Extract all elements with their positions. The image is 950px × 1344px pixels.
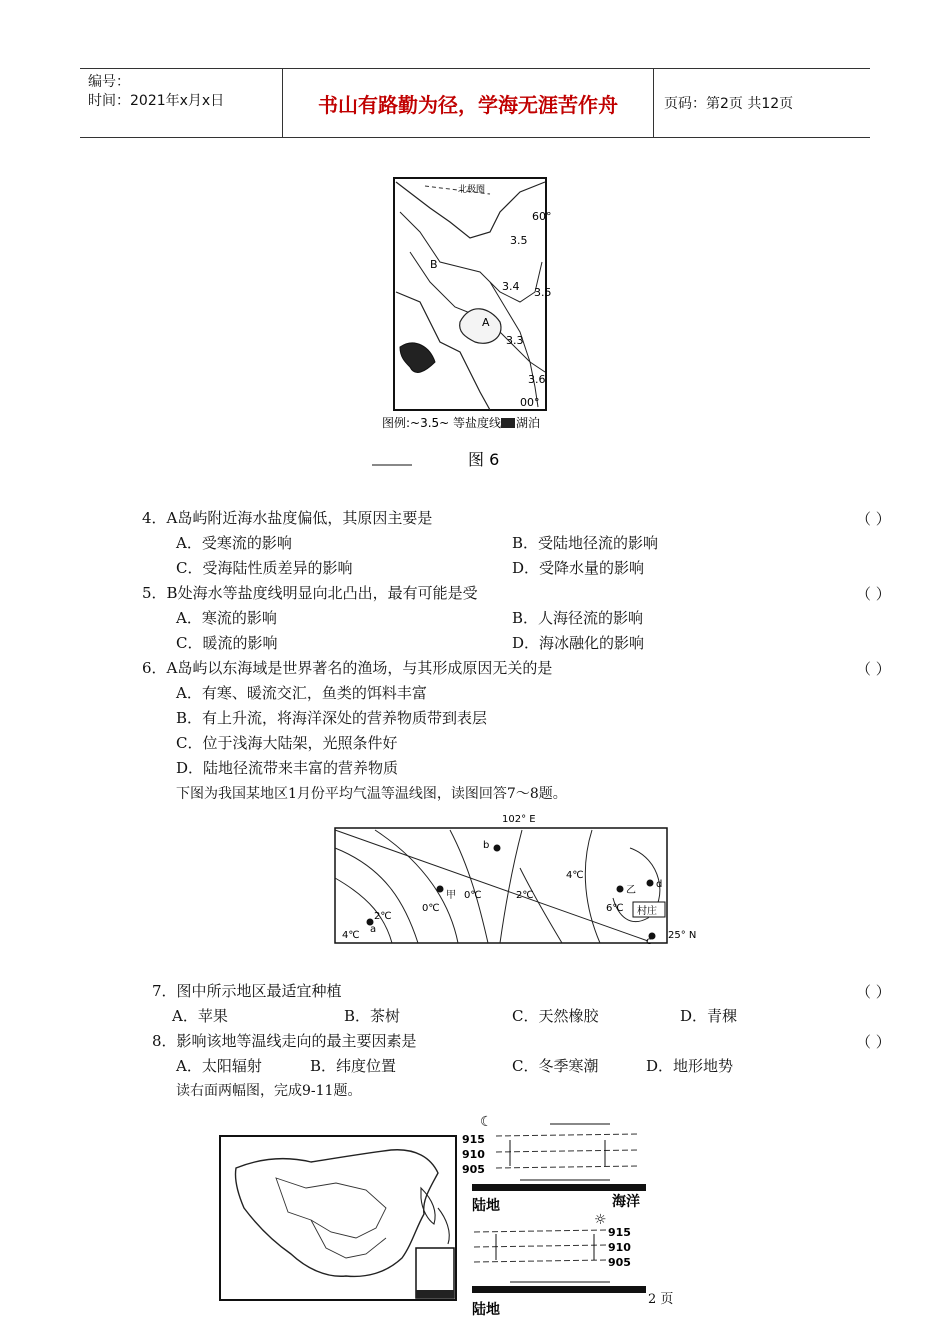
point-d-marker bbox=[647, 880, 654, 887]
lon-00-label: 00° bbox=[520, 396, 540, 409]
number-label: 编号： bbox=[88, 74, 130, 90]
q7-option-c: C．天然橡胶 bbox=[512, 1007, 599, 1025]
p915b-label: 915 bbox=[608, 1226, 631, 1239]
point-yi-marker bbox=[617, 886, 624, 893]
q8-option-b: B．纬度位置 bbox=[310, 1057, 397, 1075]
p905-label: 905 bbox=[462, 1163, 485, 1176]
p910b-label: 910 bbox=[608, 1241, 631, 1254]
iso-0c-west-label: 0℃ bbox=[422, 903, 440, 914]
point-yi-label: 乙 bbox=[626, 885, 636, 896]
page-header bbox=[80, 68, 870, 138]
point-b-label: b bbox=[483, 840, 490, 851]
north-circle-label: 北极圈 bbox=[458, 185, 486, 195]
q6-answer-paren: （ ） bbox=[856, 660, 891, 678]
p915-label: 915 bbox=[462, 1133, 485, 1146]
inset-bar bbox=[416, 1290, 454, 1298]
point-d-label: d bbox=[656, 879, 663, 890]
sun-icon: ☼ bbox=[594, 1212, 607, 1228]
iso-33-label: 3.3 bbox=[506, 334, 524, 347]
legend-text: 图例:~3.5~ 等盐度线 bbox=[382, 416, 502, 430]
iso-4c-west-label: 4℃ bbox=[342, 930, 360, 941]
legend-lake-label: 湖泊 bbox=[516, 416, 541, 430]
q5-option-c: C．暖流的影响 bbox=[176, 634, 278, 652]
q4-option-a: A．受寒流的影响 bbox=[176, 534, 292, 552]
q5-stem: 5．B处海水等盐度线明显向北凸出，最有可能是受 bbox=[142, 584, 478, 602]
q4-option-c: C．受海陆性质差异的影响 bbox=[176, 559, 353, 577]
village-label: 村庄 bbox=[637, 906, 657, 917]
q8-answer-paren: （ ） bbox=[856, 1033, 891, 1051]
q4-answer-paren: （ ） bbox=[856, 510, 891, 528]
point-jia-marker bbox=[437, 886, 444, 893]
q6-stem: 6．A岛屿以东海域是世界著名的渔场，与其形成原因无关的是 bbox=[142, 659, 553, 677]
q8-option-c: C．冬季寒潮 bbox=[512, 1057, 599, 1075]
iso-36-label: 3.6 bbox=[528, 373, 546, 386]
q6-option-a: A．有寒、暖流交汇，鱼类的饵料丰富 bbox=[176, 684, 427, 702]
q8-option-d: D．地形地势 bbox=[646, 1057, 734, 1075]
q8-option-a: A．太阳辐射 bbox=[176, 1057, 262, 1075]
isobar-905-bottom bbox=[474, 1260, 606, 1262]
q6-option-c: C．位于浅海大陆架，光照条件好 bbox=[176, 734, 398, 752]
point-c-label: c bbox=[646, 936, 652, 947]
q7-answer-paren: （ ） bbox=[856, 983, 891, 1001]
ground-bar-bottom bbox=[472, 1286, 646, 1293]
q7-option-b: B．茶树 bbox=[344, 1007, 401, 1025]
intro-9-11: 读右面两幅图，完成9-11题。 bbox=[176, 1083, 362, 1099]
isotherm-map bbox=[330, 808, 710, 950]
q5-option-a: A．寒流的影响 bbox=[176, 609, 277, 627]
isobar-910-top bbox=[496, 1150, 640, 1152]
p910-label: 910 bbox=[462, 1148, 485, 1161]
header-motto: 书山有路勤为径，学海无涯苦作舟 bbox=[282, 69, 654, 137]
map-frame bbox=[394, 178, 546, 410]
isobar-910-bottom bbox=[474, 1245, 606, 1247]
isobar-915-bottom bbox=[474, 1230, 606, 1232]
island-a-label: A bbox=[482, 316, 490, 329]
land-label-top: 陆地 bbox=[472, 1198, 500, 1214]
land-label-bottom: 陆地 bbox=[472, 1302, 500, 1318]
q6-option-d: D．陆地径流带来丰富的营养物质 bbox=[176, 759, 399, 777]
iso-6c-label: 6℃ bbox=[606, 903, 624, 914]
q8-stem: 8．影响该地等温线走向的最主要因素是 bbox=[152, 1032, 417, 1050]
moon-icon: ☾ bbox=[480, 1114, 493, 1130]
page-fragment: 2 页 bbox=[648, 1292, 674, 1307]
q6-option-b: B．有上升流，将海洋深处的营养物质带到表层 bbox=[176, 709, 488, 727]
intro-7-8: 下图为我国某地区1月份平均气温等温线图，读图回答7～8题。 bbox=[176, 786, 567, 802]
iso-0c-east-label: 0℃ bbox=[464, 890, 482, 901]
iso-2c-west-label: 2℃ bbox=[374, 911, 392, 922]
lat-label: 25° N bbox=[668, 930, 697, 941]
figure-6-salinity-map bbox=[370, 172, 570, 472]
point-b-marker bbox=[494, 845, 501, 852]
q5-answer-paren: （ ） bbox=[856, 585, 891, 603]
q7-option-d: D．青稞 bbox=[680, 1007, 738, 1025]
q4-option-d: D．受降水量的影响 bbox=[512, 559, 645, 577]
point-b-label: B bbox=[430, 258, 438, 271]
header-meta bbox=[80, 69, 282, 137]
isobar-905-top bbox=[496, 1166, 640, 1168]
q4-option-b: B．受陆地径流的影响 bbox=[512, 534, 659, 552]
legend-lake-swatch bbox=[501, 418, 515, 428]
iso-4c-east-label: 4℃ bbox=[566, 870, 584, 881]
q4-stem: 4．A岛屿附近海水盐度偏低，其原因主要是 bbox=[142, 509, 433, 527]
point-jia-label: 甲 bbox=[446, 890, 456, 901]
q7-option-a: A．苹果 bbox=[172, 1007, 228, 1025]
east-asia-map bbox=[216, 1128, 461, 1303]
ocean-label: 海洋 bbox=[612, 1194, 640, 1210]
q5-option-d: D．海冰融化的影响 bbox=[512, 634, 645, 652]
lat-60-label: 60° bbox=[532, 210, 552, 223]
pressure-circulation-figure bbox=[460, 1110, 660, 1320]
p905b-label: 905 bbox=[608, 1256, 631, 1269]
q5-option-b: B．人海径流的影响 bbox=[512, 609, 644, 627]
iso-35b-label: 3.5 bbox=[534, 286, 552, 299]
figure-6-caption: 图 6 bbox=[468, 450, 500, 469]
point-a-label: a bbox=[370, 924, 377, 935]
iso-2c-east-label: 2℃ bbox=[516, 890, 534, 901]
time-label: 时间：2021年x月x日 bbox=[88, 93, 225, 109]
iso-34-label: 3.4 bbox=[502, 280, 520, 293]
ground-bar-top bbox=[472, 1184, 646, 1191]
header-page-info: 页码：第2页 共12页 bbox=[664, 96, 794, 112]
q7-stem: 7．图中所示地区最适宜种植 bbox=[152, 982, 342, 1000]
isobar-915-top bbox=[496, 1134, 640, 1136]
iso-35a-label: 3.5 bbox=[510, 234, 528, 247]
lon-label: 102° E bbox=[502, 814, 536, 825]
